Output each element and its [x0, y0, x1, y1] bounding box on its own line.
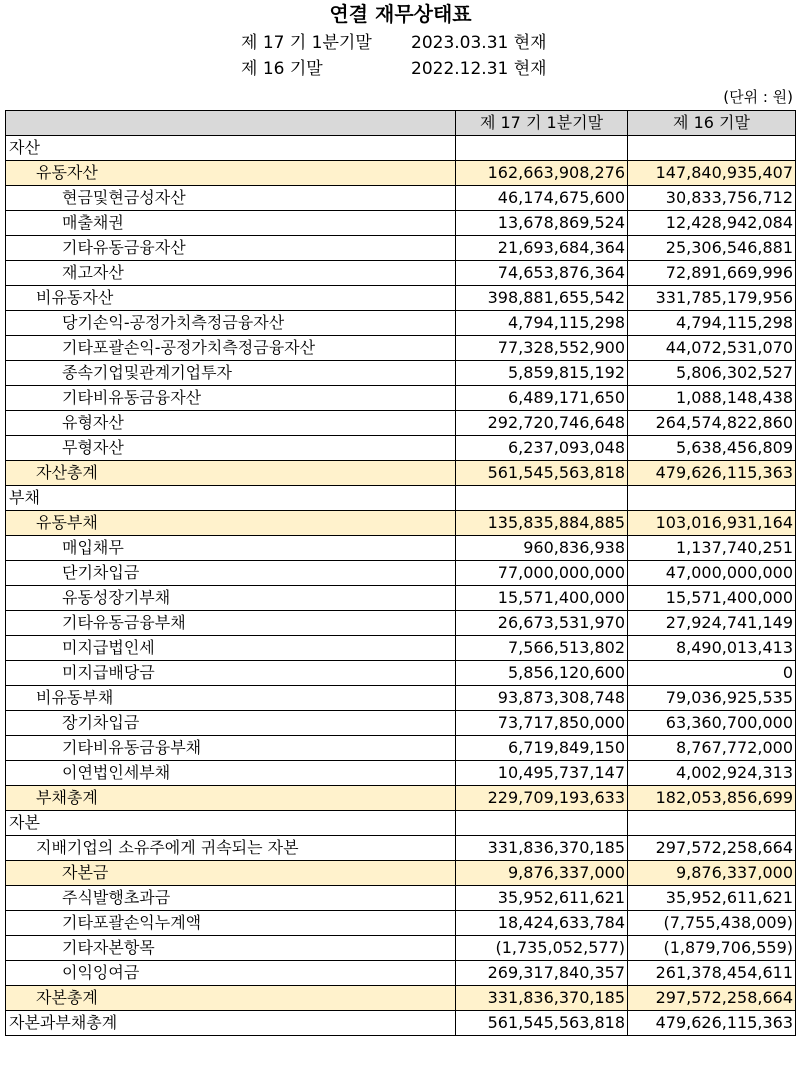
- current-period-value: 398,881,655,542: [456, 286, 628, 311]
- current-period-value: 229,709,193,633: [456, 786, 628, 811]
- prior-period-value: 147,840,935,407: [628, 161, 796, 186]
- account-label: 기타유동금융자산: [6, 236, 456, 261]
- table-row: [6, 836, 796, 861]
- account-label: 장기차입금: [6, 711, 456, 736]
- table-row: [6, 861, 796, 886]
- current-period-value: 331,836,370,185: [456, 986, 628, 1011]
- table-row: [6, 736, 796, 761]
- prior-period-value: 30,833,756,712: [628, 186, 796, 211]
- account-label: 기타비유동금융부채: [6, 736, 456, 761]
- current-period-date: 2023.03.31 현재: [411, 33, 547, 53]
- table-row: [6, 661, 796, 686]
- table-row: [6, 911, 796, 936]
- current-period-value: 74,653,876,364: [456, 261, 628, 286]
- table-row: [6, 386, 796, 411]
- current-period-value: 269,317,840,357: [456, 961, 628, 986]
- prior-period-value: 4,794,115,298: [628, 311, 796, 336]
- prior-period-value: [628, 486, 796, 511]
- prior-period-value: 72,891,669,996: [628, 261, 796, 286]
- table-row: [6, 536, 796, 561]
- current-period-value: 6,719,849,150: [456, 736, 628, 761]
- prior-period-value: 479,626,115,363: [628, 461, 796, 486]
- table-row: [6, 611, 796, 636]
- prior-period-value: 12,428,942,084: [628, 211, 796, 236]
- current-period-value: 561,545,563,818: [456, 461, 628, 486]
- account-label: 이연법인세부채: [6, 761, 456, 786]
- prior-period-value: [628, 136, 796, 161]
- current-period-value: 18,424,633,784: [456, 911, 628, 936]
- prior-period-value: 103,016,931,164: [628, 511, 796, 536]
- account-label: 미지급법인세: [6, 636, 456, 661]
- table-row: [6, 136, 796, 161]
- current-period-label: 제 17 기 1분기말: [241, 33, 372, 53]
- current-period-value: (1,735,052,577): [456, 936, 628, 961]
- account-label: 부채총계: [6, 786, 456, 811]
- unit-label: (단위 : 원): [723, 88, 793, 106]
- prior-period-value: 8,767,772,000: [628, 736, 796, 761]
- table-row: [6, 486, 796, 511]
- current-period-value: [456, 811, 628, 836]
- account-label: 기타포괄손익-공정가치측정금융자산: [6, 336, 456, 361]
- account-label: 현금및현금성자산: [6, 186, 456, 211]
- prior-period-value: (7,755,438,009): [628, 911, 796, 936]
- table-row: [6, 286, 796, 311]
- account-label: 유동부채: [6, 511, 456, 536]
- prior-period-value: 63,360,700,000: [628, 711, 796, 736]
- prior-period-value: 4,002,924,313: [628, 761, 796, 786]
- prior-period-value: 9,876,337,000: [628, 861, 796, 886]
- current-period-value: 46,174,675,600: [456, 186, 628, 211]
- current-period-value: 960,836,938: [456, 536, 628, 561]
- prior-period-value: 1,088,148,438: [628, 386, 796, 411]
- prior-period-value: 0: [628, 661, 796, 686]
- table-row: [6, 361, 796, 386]
- table-row: [6, 886, 796, 911]
- prior-period-value: 44,072,531,070: [628, 336, 796, 361]
- account-label: 미지급배당금: [6, 661, 456, 686]
- table-row: [6, 161, 796, 186]
- table-row: [6, 811, 796, 836]
- account-label: 기타포괄손익누계액: [6, 911, 456, 936]
- table-row: [6, 236, 796, 261]
- prior-period-value: (1,879,706,559): [628, 936, 796, 961]
- current-period-value: [456, 136, 628, 161]
- table-row: [6, 261, 796, 286]
- table-row: [6, 786, 796, 811]
- account-label: 부채: [6, 486, 456, 511]
- current-period-value: 15,571,400,000: [456, 586, 628, 611]
- prior-period-value: 261,378,454,611: [628, 961, 796, 986]
- account-label: 자산: [6, 136, 456, 161]
- current-period-value: 5,859,815,192: [456, 361, 628, 386]
- prior-period-value: 47,000,000,000: [628, 561, 796, 586]
- current-period-value: 5,856,120,600: [456, 661, 628, 686]
- prior-period-label: 제 16 기말: [241, 59, 323, 79]
- prior-period-value: 8,490,013,413: [628, 636, 796, 661]
- table-row: [6, 411, 796, 436]
- current-period-value: 292,720,746,648: [456, 411, 628, 436]
- account-label: 단기차입금: [6, 561, 456, 586]
- account-label: 자산총계: [6, 461, 456, 486]
- account-label: 재고자산: [6, 261, 456, 286]
- account-label: 비유동부채: [6, 686, 456, 711]
- account-label: 자본총계: [6, 986, 456, 1011]
- table-row: [6, 761, 796, 786]
- prior-period-value: 79,036,925,535: [628, 686, 796, 711]
- prior-period-value: 27,924,741,149: [628, 611, 796, 636]
- account-label: 유형자산: [6, 411, 456, 436]
- current-period-value: 4,794,115,298: [456, 311, 628, 336]
- prior-period-value: 264,574,822,860: [628, 411, 796, 436]
- prior-period-value: 182,053,856,699: [628, 786, 796, 811]
- prior-period-value: 25,306,546,881: [628, 236, 796, 261]
- account-label: 기타자본항목: [6, 936, 456, 961]
- current-period-value: 73,717,850,000: [456, 711, 628, 736]
- table-body: [6, 136, 796, 1036]
- current-period-value: [456, 486, 628, 511]
- table-row: [6, 961, 796, 986]
- header-account: [6, 111, 456, 136]
- table-row: [6, 586, 796, 611]
- table-row: [6, 561, 796, 586]
- account-label: 유동자산: [6, 161, 456, 186]
- account-label: 자본: [6, 811, 456, 836]
- table-row: [6, 686, 796, 711]
- prior-period-value: 1,137,740,251: [628, 536, 796, 561]
- current-period-value: 93,873,308,748: [456, 686, 628, 711]
- account-label: 지배기업의 소유주에게 귀속되는 자본: [6, 836, 456, 861]
- statement-title: 연결 재무상태표: [329, 2, 472, 26]
- table-header-row: [6, 111, 796, 136]
- table-row: [6, 511, 796, 536]
- table-row: [6, 986, 796, 1011]
- current-period-value: 7,566,513,802: [456, 636, 628, 661]
- account-label: 기타비유동금융자산: [6, 386, 456, 411]
- table-row: [6, 936, 796, 961]
- prior-period-value: 297,572,258,664: [628, 986, 796, 1011]
- table-row: [6, 636, 796, 661]
- account-label: 기타유동금융부채: [6, 611, 456, 636]
- current-period-value: 21,693,684,364: [456, 236, 628, 261]
- current-period-value: 561,545,563,818: [456, 1011, 628, 1036]
- prior-period-value: 5,806,302,527: [628, 361, 796, 386]
- prior-period-value: 5,638,456,809: [628, 436, 796, 461]
- header-prior-period: 제 16 기말: [628, 111, 796, 136]
- account-label: 이익잉여금: [6, 961, 456, 986]
- prior-period-value: 35,952,611,621: [628, 886, 796, 911]
- current-period-value: 13,678,869,524: [456, 211, 628, 236]
- account-label: 자본금: [6, 861, 456, 886]
- current-period-value: 162,663,908,276: [456, 161, 628, 186]
- prior-period-date: 2022.12.31 현재: [411, 59, 547, 79]
- table-row: [6, 211, 796, 236]
- table-row: [6, 461, 796, 486]
- account-label: 비유동자산: [6, 286, 456, 311]
- prior-period-value: 297,572,258,664: [628, 836, 796, 861]
- table-row: [6, 311, 796, 336]
- current-period-value: 331,836,370,185: [456, 836, 628, 861]
- current-period-value: 10,495,737,147: [456, 761, 628, 786]
- balance-sheet-table: [5, 110, 796, 1036]
- table-row: [6, 336, 796, 361]
- current-period-value: 6,237,093,048: [456, 436, 628, 461]
- account-label: 종속기업및관계기업투자: [6, 361, 456, 386]
- account-label: 주식발행초과금: [6, 886, 456, 911]
- current-period-value: 77,000,000,000: [456, 561, 628, 586]
- current-period-value: 135,835,884,885: [456, 511, 628, 536]
- prior-period-value: 479,626,115,363: [628, 1011, 796, 1036]
- account-label: 매출채권: [6, 211, 456, 236]
- header-current-period: 제 17 기 1분기말: [456, 111, 628, 136]
- account-label: 무형자산: [6, 436, 456, 461]
- table-row: [6, 436, 796, 461]
- table-row: [6, 1011, 796, 1036]
- prior-period-value: 15,571,400,000: [628, 586, 796, 611]
- account-label: 유동성장기부채: [6, 586, 456, 611]
- current-period-value: 9,876,337,000: [456, 861, 628, 886]
- current-period-value: 26,673,531,970: [456, 611, 628, 636]
- current-period-value: 35,952,611,621: [456, 886, 628, 911]
- table-row: [6, 711, 796, 736]
- prior-period-value: [628, 811, 796, 836]
- account-label: 당기손익-공정가치측정금융자산: [6, 311, 456, 336]
- table-row: [6, 186, 796, 211]
- prior-period-value: 331,785,179,956: [628, 286, 796, 311]
- account-label: 자본과부채총계: [6, 1011, 456, 1036]
- current-period-value: 77,328,552,900: [456, 336, 628, 361]
- account-label: 매입채무: [6, 536, 456, 561]
- current-period-value: 6,489,171,650: [456, 386, 628, 411]
